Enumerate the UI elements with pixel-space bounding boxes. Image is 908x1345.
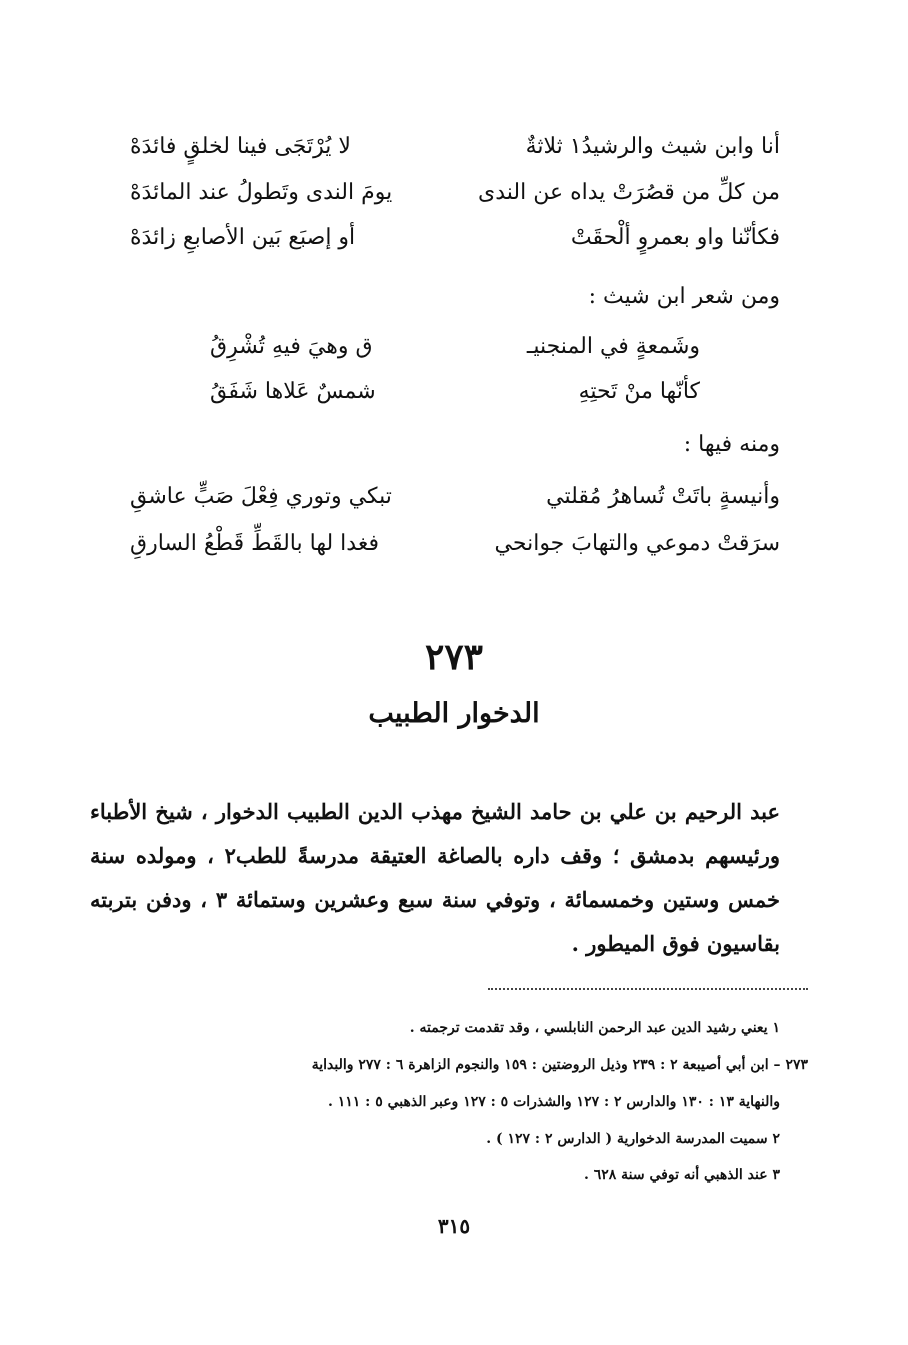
verse-first-hemistich: أنا وابن شيث والرشيدُ١ ثلاثةٌ: [525, 134, 780, 159]
verse-second-hemistich: ق وهيَ فيهِ تُشْرِقُ: [210, 334, 373, 359]
verse-line: [210, 381, 700, 403]
verse-line: [130, 182, 780, 204]
footnote: ٢ سميت المدرسة الدخوارية ( الدارس ٢ : ١٢٧ ) .: [486, 1131, 780, 1147]
verse-second-hemistich: لا يُرْتَجَى فينا لخلقٍ فائدَهْ: [130, 134, 351, 159]
page-number: ٣١٥: [437, 1214, 471, 1238]
verse-line: [130, 486, 780, 508]
verse-line: [130, 227, 780, 249]
verse-first-hemistich: فكأنّنا واو بعمروٍ ألْحقَتْ: [570, 225, 780, 250]
entry-number: ٢٧٣: [424, 636, 483, 678]
verse-first-hemistich: كأنّها منْ تَحتِهِ: [578, 379, 700, 404]
poem-intro: ومن شعر ابن شيث :: [588, 284, 780, 309]
verse-second-hemistich: يومَ الندى وتَطولُ عند المائدَهْ: [130, 180, 393, 205]
verse-line: [210, 336, 700, 358]
verse-second-hemistich: تبكي وتوري فِعْلَ صَبٍّ عاشقِ: [130, 484, 392, 509]
verse-first-hemistich: وشَمعةٍ في المنجنيـ: [526, 334, 700, 359]
verse-line: [130, 533, 780, 555]
verse-second-hemistich: شمسٌ عَلاها شَفَقُ: [210, 379, 376, 404]
verse-first-hemistich: وأنيسةٍ باتَتْ تُساهرُ مُقلتي: [546, 484, 780, 509]
footnote-sources-continued: والنهاية ١٣ : ١٣٠ والدارس ٢ : ١٢٧ والشذرات ٥ : ١٢٧ وعبر الذهبي ٥ : ١١١ .: [327, 1094, 780, 1110]
verse-first-hemistich: سرَقتْ دموعي والتهابَ جوانحي: [494, 531, 780, 556]
footnote: ١ يعني رشيد الدين عبد الرحمن النابلسي ، وقد تقدمت ترجمته .: [409, 1020, 780, 1036]
footnote-separator: [488, 988, 808, 990]
footnote-sources: ٢٧٣ – ابن أبي أصيبعة ٢ : ٢٣٩ وذيل الروضتين : ١٥٩ والنجوم الزاهرة ٦ : ٢٧٧ والبداية: [311, 1057, 808, 1073]
entry-body: عبد الرحيم بن علي بن حامد الشيخ مهذب الدين الطبيب الدخوار ، شيخ الأطباء ورئيسهم بدمشق ؛ وقف داره بالصاغة العتيقة مدرسةً للطب٢ ، ومولده سنة خمس وستين وخمسمائة ، وتوفي سنة سبع وعشرين وستمائة ٣ ، ودفن بتربته بقاسيون فوق الميطور .: [90, 799, 780, 956]
entry-title: الدخوار الطبيب: [368, 698, 540, 729]
poem-intro: ومنه فيها :: [683, 432, 780, 457]
verse-line: [130, 136, 780, 158]
footnote: ٣ عند الذهبي أنه توفي سنة ٦٢٨ .: [583, 1167, 780, 1183]
verse-second-hemistich: أو إصبَع بَين الأصابعِ زائدَهْ: [130, 225, 356, 250]
verse-first-hemistich: من كلِّ من قصُرَتْ يداه عن الندى: [477, 180, 780, 205]
verse-second-hemistich: فغدا لها بالقَطِّ قَطْعُ السارقِ: [130, 531, 379, 556]
